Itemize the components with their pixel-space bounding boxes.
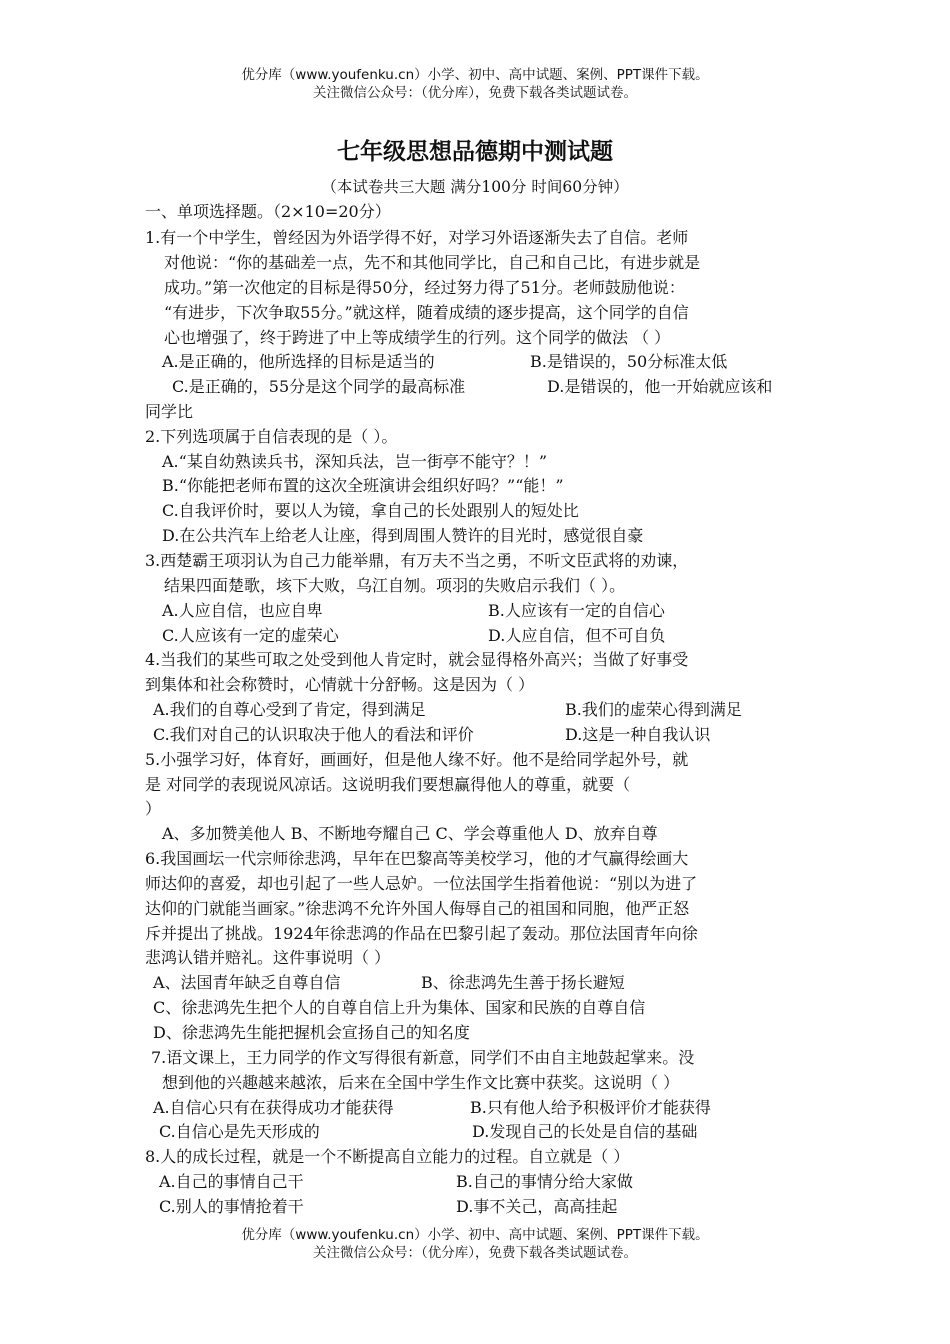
option-d: D.在公共汽车上给老人让座，得到周围人赞许的目光时，感觉很自豪 xyxy=(162,526,644,545)
header-line-2: 关注微信公众号：（优分库），免费下载各类试题试卷。 xyxy=(313,85,637,101)
question-text: 2.下列选项属于自信表现的是（ ）。 xyxy=(145,427,398,446)
page-header xyxy=(0,66,950,102)
question-text: 成功。”第一次他定的目标是得50分，经过努力得了51分。老师鼓励他说： xyxy=(164,278,685,297)
option-c: C.人应该有一定的虚荣心 xyxy=(162,626,339,645)
option-d: D.事不关己，高高挂起 xyxy=(456,1197,618,1216)
option-c: C.我们对自己的认识取决于他人的看法和评价 xyxy=(153,725,474,744)
option-b: B.自己的事情分给大家做 xyxy=(456,1172,633,1191)
option-a: A.是正确的，他所选择的目标是适当的 xyxy=(162,352,435,371)
option-d: D、徐悲鸿先生能把握机会宣扬自己的知名度 xyxy=(153,1023,470,1042)
question-text: 8.人的成长过程，就是一个不断提高自立能力的过程。自立就是（ ） xyxy=(145,1147,630,1166)
footer-line-1: 优分库（www.youfenku.cn）小学、初中、高中试题、案例、PPT课件下载。 xyxy=(241,1227,709,1243)
option-d: D.是错误的，他一开始就应该和 xyxy=(547,377,773,396)
option-a: A.自己的事情自己干 xyxy=(159,1172,304,1191)
option-d: D.这是一种自我认识 xyxy=(565,725,711,744)
option-d: D.人应自信，但不可自负 xyxy=(488,626,666,645)
option-a: A.人应自信，也应自卑 xyxy=(162,601,323,620)
question-text: 师达仰的喜爱，却也引起了一些人忌妒。一位法国学生指着他说：“别以为进了 xyxy=(145,874,698,893)
question-text: “有进步，下次争取55分。”就这样，随着成绩的逐步提高，这个同学的自信 xyxy=(164,303,689,322)
question-text: 悲鸿认错并赔礼。这件事说明（ ） xyxy=(145,948,391,967)
question-text: 4.当我们的某些可取之处受到他人肯定时，就会显得格外高兴；当做了好事受 xyxy=(145,650,689,669)
question-text: 7.语文课上，王力同学的作文写得很有新意，同学们不由自主地鼓起掌来。没 xyxy=(151,1048,695,1067)
option-b: B.人应该有一定的自信心 xyxy=(488,601,665,620)
option-c: C.别人的事情抢着干 xyxy=(159,1197,304,1216)
question-text: 3.西楚霸王项羽认为自己力能举鼎，有万夫不当之勇，不听文臣武将的劝谏， xyxy=(145,551,689,570)
option-b: B.“你能把老师布置的这次全班演讲会组织好吗？”“能！” xyxy=(162,476,564,495)
question-text: 斥并提出了挑战。1924年徐悲鸿的作品在巴黎引起了轰动。那位法国青年向徐 xyxy=(145,924,698,943)
question-text: 6.我国画坛一代宗师徐悲鸿，早年在巴黎高等美校学习，他的才气赢得绘画大 xyxy=(145,849,689,868)
option-c: C.自我评价时，要以人为镜，拿自己的长处跟别人的短处比 xyxy=(162,501,579,520)
page-title: 七年级思想品德期中测试题 xyxy=(337,139,613,165)
question-text: 结果四面楚歌，垓下大败，乌江自刎。项羽的失败启示我们（ ）。 xyxy=(164,576,626,595)
option-c: C、徐悲鸿先生把个人的自尊自信上升为集体、国家和民族的自尊自信 xyxy=(153,998,646,1017)
question-text: 达仰的门就能当画家。”徐悲鸿不允许外国人侮辱自己的祖国和同胞，他严正怒 xyxy=(145,899,690,918)
question-text: 到集体和社会称赞时，心情就十分舒畅。这是因为（ ） xyxy=(145,675,535,694)
option-c: C.是正确的，55分是这个同学的最高标准 xyxy=(172,377,466,396)
options-row: A、多加赞美他人 B、不断地夸耀自己 C、学会尊重他人 D、放弃自尊 xyxy=(162,824,658,843)
question-text: 1.有一个中学生，曾经因为外语学得不好，对学习外语逐渐失去了自信。老师 xyxy=(145,228,689,247)
header-line-1: 优分库（www.youfenku.cn）小学、初中、高中试题、案例、PPT课件下载。 xyxy=(241,67,709,83)
question-text: ） xyxy=(145,799,162,818)
section-heading: 一、单项选择题。（2×10=20分） xyxy=(145,202,391,221)
option-a: A、法国青年缺乏自尊自信 xyxy=(153,973,341,992)
option-b: B.只有他人给予积极评价才能获得 xyxy=(470,1098,711,1117)
footer-line-2: 关注微信公众号：（优分库），免费下载各类试题试卷。 xyxy=(313,1245,637,1261)
option-d: D.发现自己的长处是自信的基础 xyxy=(472,1122,698,1141)
option-a: A.我们的自尊心受到了肯定，得到满足 xyxy=(153,700,426,719)
question-text: 对他说：“你的基础差一点，先不和其他同学比，自己和自己比，有进步就是 xyxy=(164,253,701,272)
option-a: A.“某自幼熟读兵书，深知兵法，岂一街亭不能守？！” xyxy=(162,452,548,471)
option-b: B.我们的虚荣心得到满足 xyxy=(565,700,742,719)
option-c: C.自信心是先天形成的 xyxy=(159,1122,320,1141)
page-footer xyxy=(0,1226,950,1262)
question-text: 心也增强了，终于跨进了中上等成绩学生的行列。这个同学的做法 （ ） xyxy=(164,328,671,347)
question-text: 5.小强学习好，体育好，画画好，但是他人缘不好。他不是给同学起外号，就 xyxy=(145,750,689,769)
option-b: B、徐悲鸿先生善于扬长避短 xyxy=(421,973,625,992)
exam-info: （本试卷共三大题 满分100分 时间60分钟） xyxy=(321,178,629,196)
option-b: B.是错误的，50分标准太低 xyxy=(530,352,728,371)
option-a: A.自信心只有在获得成功才能获得 xyxy=(153,1098,394,1117)
question-text: 是 对同学的表现说风凉话。这说明我们要想赢得他人的尊重，就要（ xyxy=(145,775,631,794)
question-text: 想到他的兴趣越来越浓，后来在全国中学生作文比赛中获奖。这说明（ ） xyxy=(162,1073,680,1092)
option-d-continued: 同学比 xyxy=(145,402,194,421)
